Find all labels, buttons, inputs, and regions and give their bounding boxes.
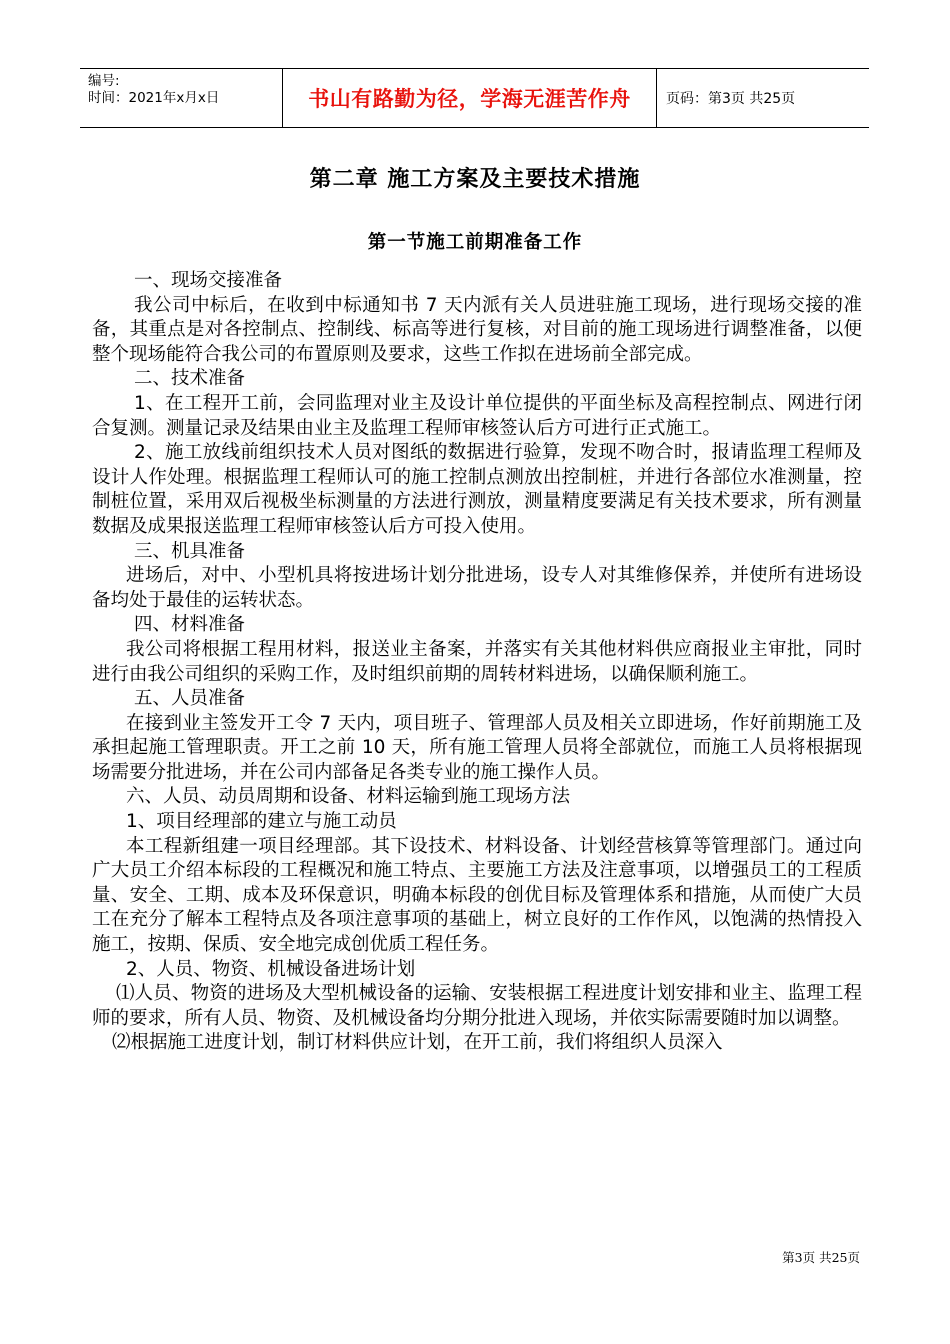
paragraph: ⑵根据施工进度计划，制订材料供应计划，在开工前，我们将组织人员深入 xyxy=(112,1032,723,1054)
header-motto: 书山有路勤为径，学海无涯苦作舟 xyxy=(283,69,657,127)
document-number: 编号: xyxy=(88,73,120,89)
header-page-info: 页码：第3页 共25页 xyxy=(666,91,796,107)
paragraph: 在接到业主签发开工令 7 天内，项目班子、管理部人员及相关立即进场，作好前期施工及承担起施工管理职责。开工之前 10 天，所有施工管理人员将全部就位，而施工人员将根据现场需要分批进场，并在公司内部备足各类专业的施工操作人员。 xyxy=(92,712,862,783)
paragraph: ⑴人员、物资的进场及大型机械设备的运输、安装根据工程进度计划安排和业主、监理工程师的要求，所有人员、物资、及机械设备均分期分批进入现场，并依实际需要随时加以调整。 xyxy=(92,983,862,1029)
section-heading: 一、现场交接准备 xyxy=(134,270,283,291)
section-heading: 五、人员准备 xyxy=(134,688,246,710)
paragraph: 本工程新组建一项目经理部。其下设技术、材料设备、计划经营核算等管理部门。通过向广大员工介绍本标段的工程概况和施工特点、主要施工方法及注意事项，以增强员工的工程质量、安全、工期、成本及环保意识，明确本标段的创优目标及管理体系和措施，从而使广大员工在充分了解本工程特点及各项注意事项的基础上，树立良好的工作作风，以饱满的热情投入施工，按期、保质、安全地完成创优质工程任务。 xyxy=(92,835,862,956)
section-title: 第一节施工前期准备工作 xyxy=(367,232,583,253)
paragraph: 我公司将根据工程用材料，报送业主备案，并落实有关其他材料供应商报业主审批，同时进行由我公司组织的采购工作，及时组织前期的周转材料进场，以确保顺利施工。 xyxy=(92,638,862,685)
section-heading: 四、材料准备 xyxy=(134,614,246,636)
paragraph: 1、在工程开工前，会同监理对业主及设计单位提供的平面坐标及高程控制点、网进行闭合复测。测量记录及结果由业主及监理工程师审核签认后方可进行正式施工。 xyxy=(92,392,862,439)
page-header xyxy=(80,68,869,128)
document-date: 时间：2021年x月x日 xyxy=(88,90,220,106)
paragraph: 2、施工放线前组织技术人员对图纸的数据进行验算，发现不吻合时，报请监理工程师及设计人作处理。根据监理工程师认可的施工控制点测放出控制桩，并进行各部位水准测量，控制桩位置，采用双后视极坐标测量的方法进行测放，测量精度要满足有关技术要求，所有测量数据及成果报送监理工程师审核签认后方可投入使用。 xyxy=(92,442,862,537)
section-heading: 二、技术准备 xyxy=(134,368,246,390)
paragraph: 进场后，对中、小型机具将按进场计划分批进场，设专人对其维修保养，并使所有进场设备均处于最佳的运转状态。 xyxy=(92,565,862,611)
paragraph: 1、项目经理部的建立与施工动员 xyxy=(126,811,397,833)
section-heading: 三、机具准备 xyxy=(134,540,246,562)
paragraph: 2、人员、物资、机械设备进场计划 xyxy=(126,958,416,980)
page-footer: 第3页 共25页 xyxy=(782,1250,860,1265)
paragraph: 我公司中标后，在收到中标通知书 7 天内派有关人员进驻施工现场，进行现场交接的准备，其重点是对各控制点、控制线、标高等进行复核，对目前的施工现场进行调整准备，以便整个现场能符合我公司的布置原则及要求，这些工作拟在进场前全部完成。 xyxy=(92,294,862,365)
paragraph: 六、人员、动员周期和设备、材料运输到施工现场方法 xyxy=(126,786,571,808)
chapter-title: 第二章 施工方案及主要技术措施 xyxy=(309,167,641,192)
body-text xyxy=(92,269,862,1056)
header-meta xyxy=(80,69,283,127)
